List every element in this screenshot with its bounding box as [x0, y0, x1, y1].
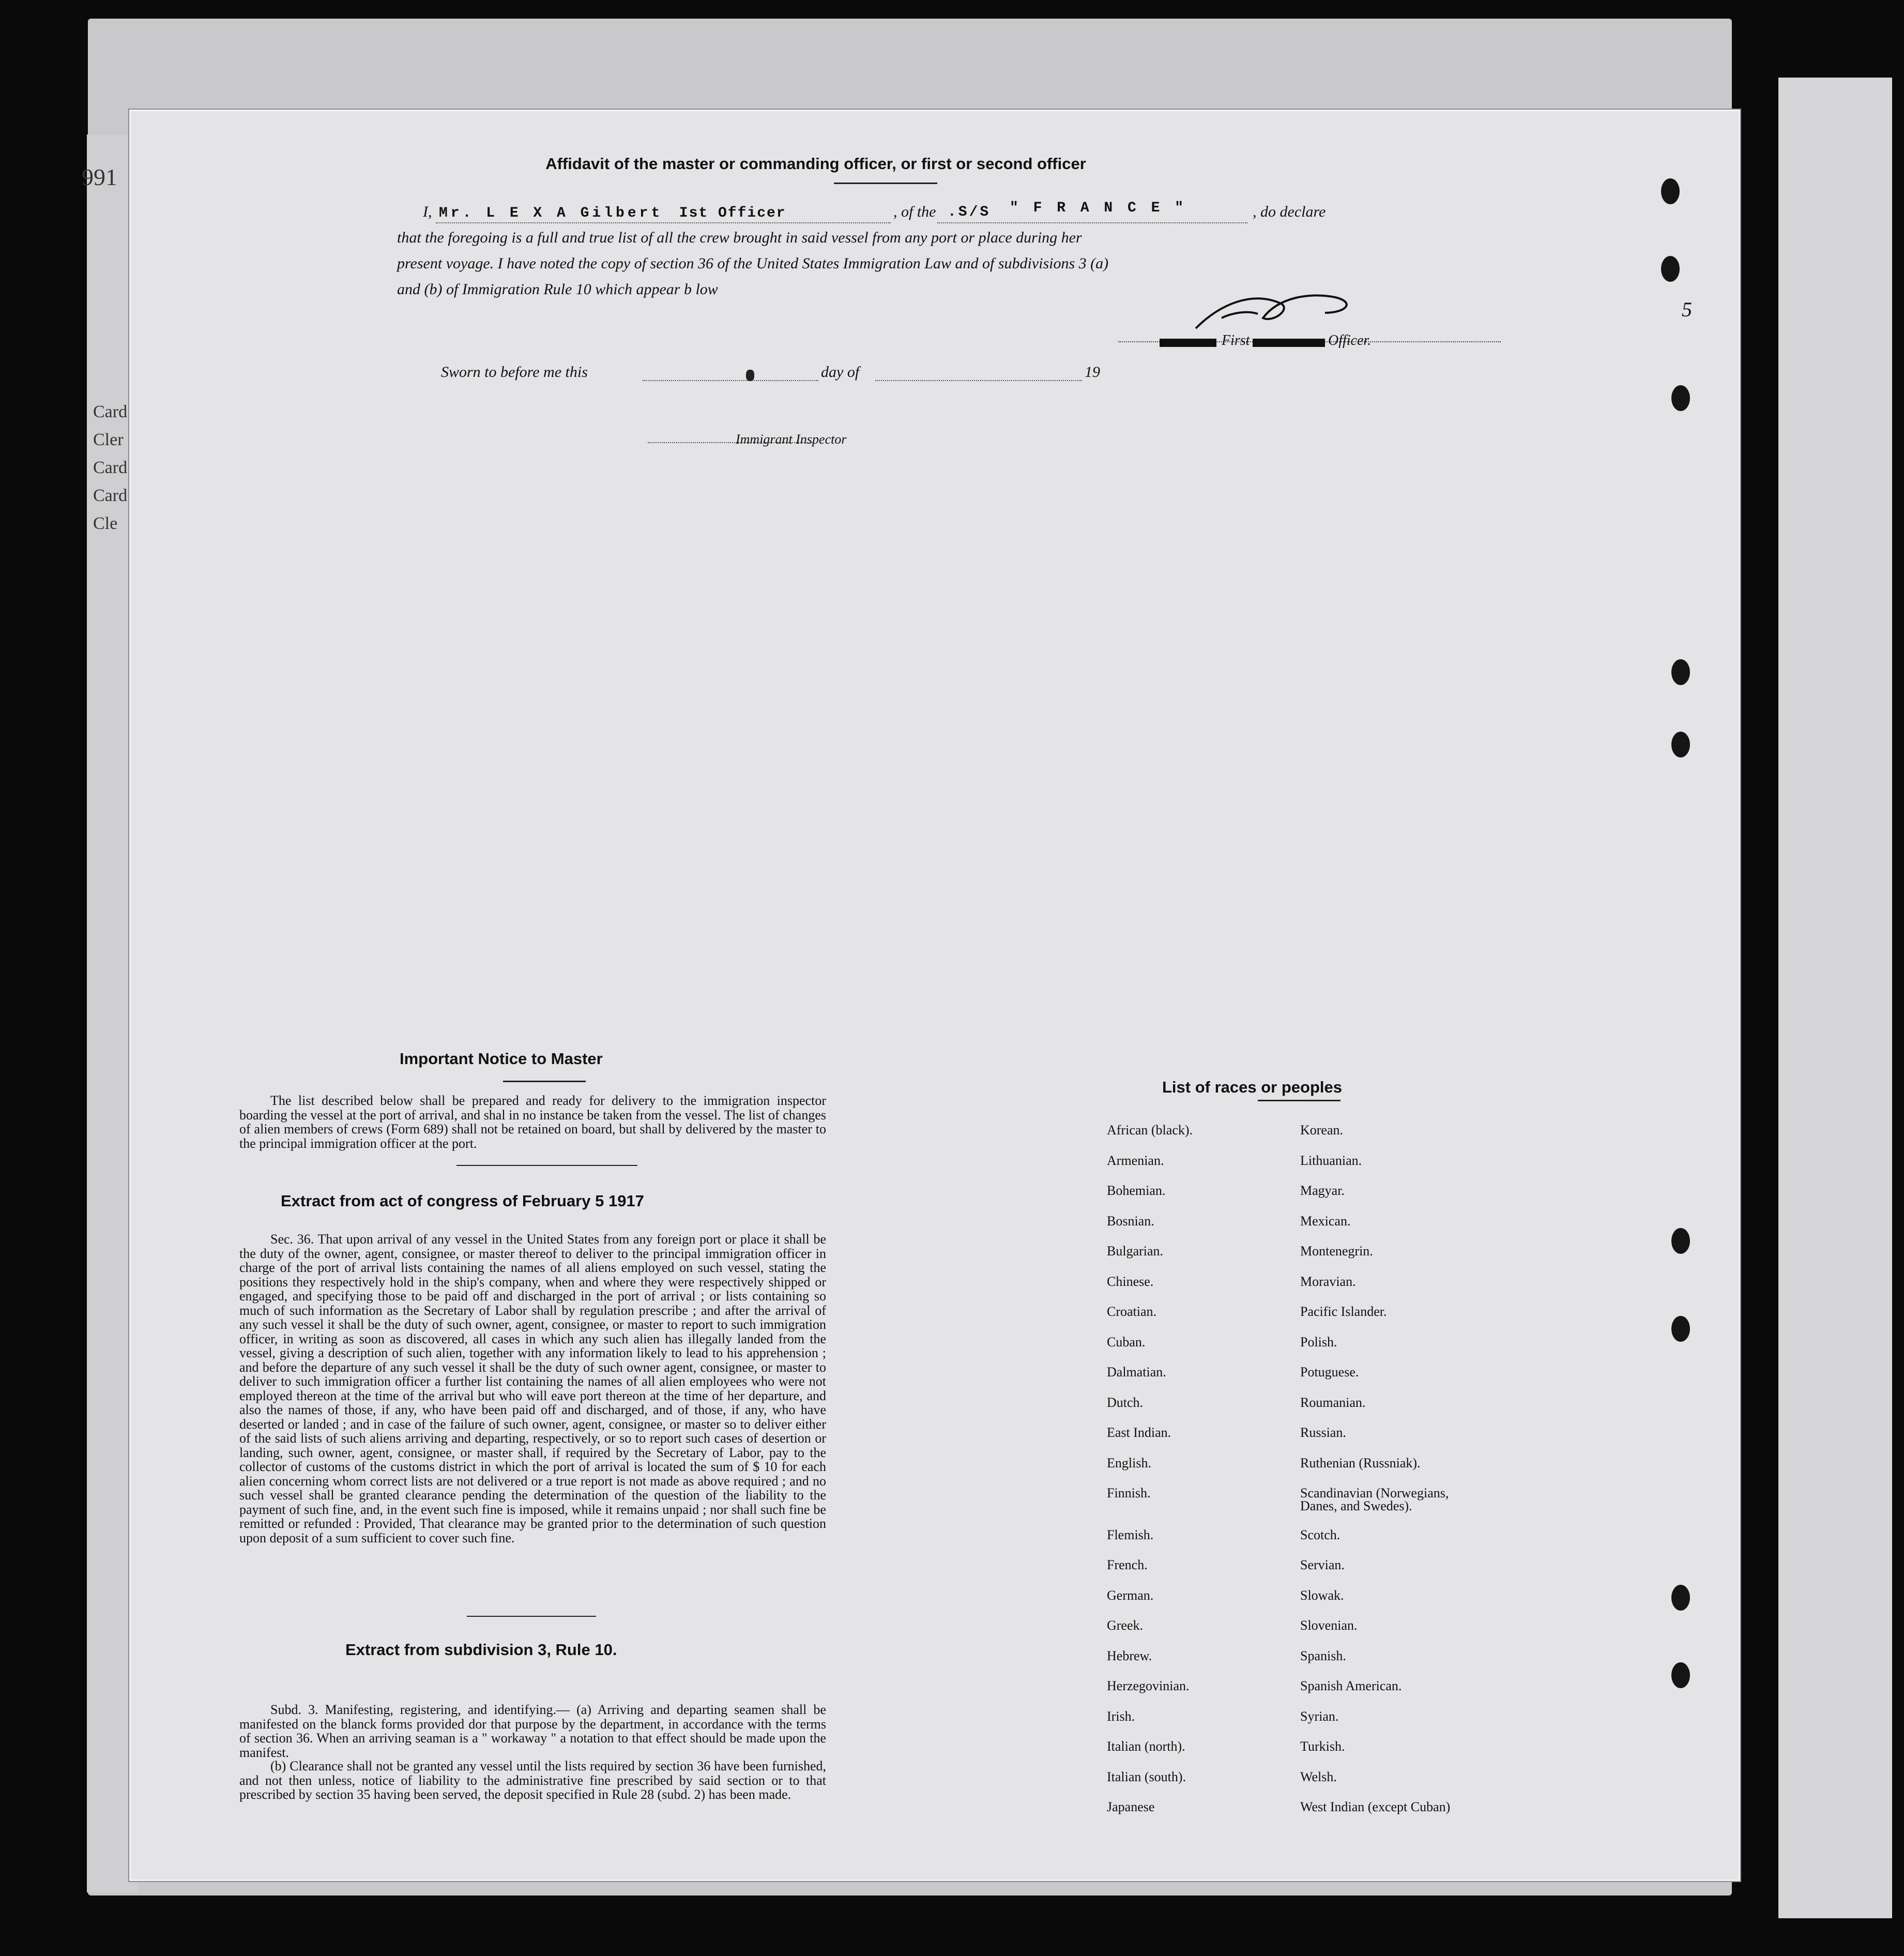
affidavit-line4: and (b) of Immigration Rule 10 which appear b low — [397, 281, 718, 298]
race-item: Scotch. — [1300, 1527, 1341, 1542]
race-item: Magyar. — [1300, 1183, 1345, 1198]
inspector-label: Immigrant Inspector — [736, 432, 847, 447]
race-item: Italian (north). — [1107, 1739, 1185, 1754]
affidavit-line2: that the foregoing is a full and true list of all the crew brought in said vessel from any port or place during her — [397, 229, 1082, 246]
race-item: Servian. — [1300, 1557, 1345, 1572]
race-item: Dalmatian. — [1107, 1364, 1166, 1379]
affidavit-title-rule — [834, 183, 937, 184]
race-item: West Indian (except Cuban) — [1300, 1799, 1451, 1814]
race-item: Moravian. — [1300, 1273, 1356, 1289]
race-item: Hebrew. — [1107, 1648, 1152, 1663]
margin-mark: 5 — [1682, 298, 1692, 321]
race-item: Ruthenian (Russniak). — [1300, 1455, 1421, 1470]
notice-title: Important Notice to Master — [400, 1050, 603, 1068]
sworn-day-of: day of — [821, 363, 860, 381]
race-item: Spanish American. — [1300, 1678, 1402, 1693]
race-item: Chinese. — [1107, 1273, 1154, 1289]
day-mark — [746, 370, 754, 381]
form-page — [129, 110, 1740, 1881]
struck-master — [1160, 339, 1216, 347]
right-underlying-page — [1778, 78, 1892, 1918]
race-item: Lithuanian. — [1300, 1153, 1362, 1168]
affidavit-title: Affidavit of the master or commanding officer, or first or second officer — [545, 155, 1086, 173]
do-declare: , do declare — [1253, 203, 1326, 220]
race-item: Spanish. — [1300, 1648, 1346, 1663]
race-item: Syrian. — [1300, 1708, 1339, 1724]
race-item: Montenegrin. — [1300, 1244, 1373, 1258]
officer-first: First — [1222, 332, 1250, 348]
officer-signature — [1191, 282, 1366, 339]
race-item: Flemish. — [1107, 1527, 1154, 1542]
race-item: Scandinavian (Norwegians, Danes, and Swedes). — [1300, 1485, 1449, 1513]
race-item: Irish. — [1107, 1708, 1135, 1724]
race-item: East Indian. — [1107, 1425, 1171, 1440]
race-item: Polish. — [1300, 1334, 1337, 1350]
race-item: Finnish. — [1107, 1485, 1151, 1500]
race-item: Herzegovinian. — [1107, 1678, 1190, 1693]
race-item: Greek. — [1107, 1618, 1144, 1633]
race-item: English. — [1107, 1455, 1151, 1470]
sworn-day-line — [643, 380, 818, 381]
race-item: Mexican. — [1300, 1213, 1351, 1229]
races-title: List of races or peoples — [1162, 1078, 1342, 1096]
officer-suffix: Officer. — [1328, 332, 1372, 348]
declarant-rank: Ist Officer — [679, 205, 786, 221]
affidavit-prefix: I, — [423, 203, 432, 220]
act-body: Sec. 36. That upon arrival of any vessel in the United States from any foreign port or place it shall be the duty of the owner, agent, consignee, or master thereof to deliver to the principal immigration officer in charge of the port of arrival lists containing the names of all aliens employed on such vessel, stating the positions they respectively hold in the ship's company, when and where they were respectively shipped or engaged, and specifying those to be paid off and discharged in the port of arrival ; or lists containing so much of such information as the Secretary of Labor shall by regulation prescribe ; and after the arrival of any such vessel it shall be the duty of such owner, agent, consignee, or master to report to such immigration officer, in writing as soon as discovered, all cases in which any such alien has illegally landed from the vessel, giving a description of such alien, together with any information likely to lead to his apprehension ; and before the departure of any such vessel it shall be the duty of such owner agent, consignee, or master to deliver to such immigration officer a further list containing the names of all alien employees who were not employed thereon at the time of the arrival but who will eave port thereon at the time of her departure, and also the names of those, if any, who have been paid off and discharged, and of those, if any, who have deserted or landed ; and in case of the failure of such owner, agent, consignee, or master so to deliver either of the said lists of such aliens arriving and departing, respectively, or so to report such cases of desertion or landing, such owner, agent, consignee, or master shall, if required by the Secretary of Labor, pay to the collector of customs of the customs district in which the port of arrival is located the sum of $ 10 for each alien concerning whom correct lists are not delivered or a true report is not made as above required ; and no such vessel shall be granted clearance pending the determination of the question of the liability to the payment of such fine, and, in the event such fine is imposed, while it remains unpaid ; nor shall such fine be remitted or refunded : Provided, That clearance may be granted prior to the determination of such question upon deposit of a sum sufficient to cover such fine. — [239, 1232, 830, 1545]
race-item: Turkish. — [1300, 1739, 1345, 1754]
notice-separator — [456, 1165, 637, 1166]
sworn-year: 19 — [1085, 363, 1100, 381]
sworn-text: Sworn to before me this — [441, 363, 588, 381]
vessel-name: " F R A N C E " — [1010, 200, 1187, 216]
race-item: French. — [1107, 1557, 1148, 1572]
race-item: Russian. — [1300, 1425, 1346, 1440]
races-title-rule — [1258, 1100, 1341, 1101]
race-item: Japanese — [1107, 1799, 1155, 1814]
act-title: Extract from act of congress of February 5 1917 — [281, 1192, 644, 1210]
stub-label: Card — [93, 486, 128, 505]
race-item: Armenian. — [1107, 1153, 1164, 1168]
race-item: Roumanian. — [1300, 1394, 1366, 1410]
name-fill-line — [436, 222, 891, 223]
vessel-fill-line — [937, 222, 1247, 223]
race-item: Korean. — [1300, 1123, 1344, 1138]
race-item: Pacific Islander. — [1300, 1304, 1387, 1319]
stub-label: Card — [93, 402, 128, 421]
sworn-month-line — [875, 380, 1082, 381]
race-item: Cuban. — [1107, 1334, 1146, 1350]
stub-number: 991 — [82, 164, 117, 190]
race-item: Croatian. — [1107, 1304, 1157, 1319]
rule-para-a: Subd. 3. Manifesting, registering, and identifying.— (a) Arriving and departing seamen shall be manifested on the blanck forms provided dor that purpose by the department, in accordance with the terms of section 36. When an arriving seaman is a " workaway " a notation to that effect should be made upon the manifest. — [239, 1702, 830, 1760]
race-item: Italian (south). — [1107, 1769, 1186, 1784]
rule-para-b: (b) Clearance shall not be granted any vessel until the lists required by section 36 have been furnished, and not then unless, notice of liability to the administrative fine prescribed by said section or to that prescribed by section 35 having been served, the deposit specified in Rule 28 (subd. 2) has been made. — [239, 1758, 830, 1802]
race-item: Slovenian. — [1300, 1618, 1358, 1633]
race-item: German. — [1107, 1587, 1154, 1603]
race-item: Bulgarian. — [1107, 1244, 1164, 1258]
race-item: Dutch. — [1107, 1394, 1144, 1410]
rule-title: Extract from subdivision 3, Rule 10. — [345, 1641, 617, 1659]
notice-rule — [503, 1081, 586, 1082]
race-item: Potuguese. — [1300, 1364, 1359, 1379]
declarant-name: Mr. L E X A Gilbert — [439, 205, 663, 221]
race-item: Bohemian. — [1107, 1183, 1166, 1198]
stub-label: Card — [93, 458, 128, 477]
vessel-prefix: .S/S — [948, 204, 991, 220]
struck-second — [1253, 339, 1325, 347]
race-item: Slowak. — [1300, 1587, 1344, 1603]
stub-label: Cle — [93, 514, 118, 533]
affidavit-line3: present voyage. I have noted the copy of section 36 of the United States Immigration Law and of subdivisions 3 (a) — [397, 255, 1109, 272]
affidavit-of-the: , of the — [893, 203, 936, 220]
act-separator — [467, 1616, 596, 1617]
race-item: Bosnian. — [1107, 1213, 1154, 1229]
race-item: Welsh. — [1300, 1769, 1337, 1784]
race-item: African (black). — [1107, 1123, 1193, 1138]
stub-label: Cler — [93, 430, 124, 449]
notice-body: The list described below shall be prepared and ready for delivery to the immigration inspector boarding the vessel at the port of arrival, and shal in no instance be taken from the vessel. The list of changes of alien members of crews (Form 689) shall not be retained on board, but shall by delivered by the master to the principal immigration officer at the port. — [239, 1093, 830, 1151]
